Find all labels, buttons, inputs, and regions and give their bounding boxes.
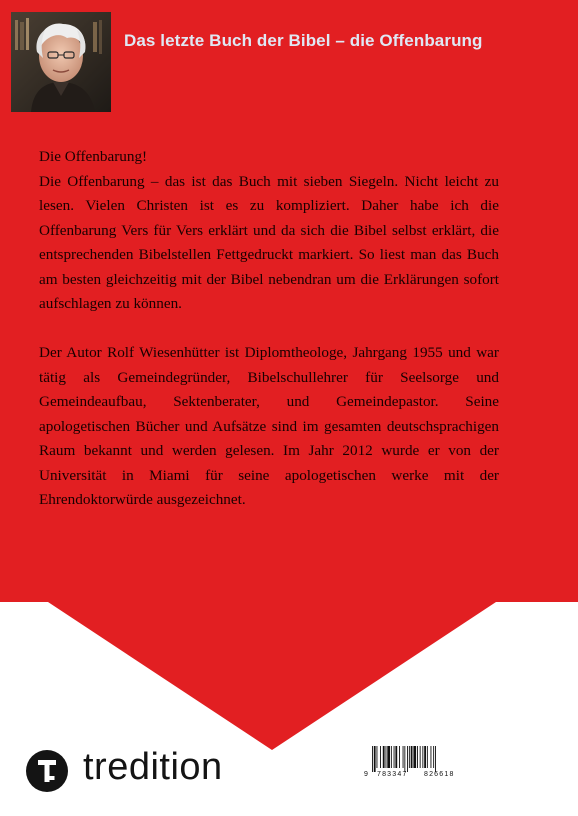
barcode-bar bbox=[403, 746, 404, 768]
barcode-digits bbox=[364, 771, 466, 781]
publisher-name: tredition bbox=[83, 746, 223, 788]
blurb-heading: Die Offenbarung! bbox=[39, 148, 148, 165]
blurb-paragraph: Die Offenbarung – das ist das Buch mit sieben Siegeln. Nicht leicht zu lesen. Vielen Christen ist es zu kompliziert. Daher habe ich die Offenbarung Vers für Vers erklärt und da sich die Bibel selbst erklärt, die entsprechenden Bibelstellen Fettgedruckt markiert. So liest man das Buch am besten gleichzeitig mit der Bibel nebendran um die Erklärungen sofort aufschlagen zu können. bbox=[39, 172, 499, 312]
barcode-group-left: 783347 bbox=[377, 771, 408, 778]
barcode-bar bbox=[395, 746, 397, 768]
paragraph-spacer bbox=[39, 317, 499, 342]
barcode-bar bbox=[404, 746, 405, 772]
barcode-bar bbox=[383, 746, 385, 768]
barcode-bar bbox=[424, 746, 426, 768]
tredition-logo-icon bbox=[26, 750, 68, 792]
author-photo bbox=[11, 12, 111, 112]
barcode-bar bbox=[435, 746, 436, 772]
barcode-group-right: 826618 bbox=[424, 771, 455, 778]
barcode-bar bbox=[380, 746, 381, 768]
barcode-bar bbox=[433, 746, 434, 768]
barcode-bar bbox=[427, 746, 428, 768]
publisher-logo bbox=[26, 748, 256, 794]
barcode-bar bbox=[431, 746, 432, 768]
barcode-bar bbox=[386, 746, 387, 768]
barcode-bar bbox=[372, 746, 373, 772]
barcode-bar bbox=[399, 746, 400, 768]
barcode-bar bbox=[417, 746, 418, 768]
back-cover-text bbox=[39, 145, 499, 513]
barcode-bar bbox=[394, 746, 395, 768]
barcode-bar bbox=[422, 746, 423, 768]
book-title: Das letzte Buch der Bibel – die Offenbarung bbox=[124, 31, 483, 50]
barcode-bar bbox=[413, 746, 416, 768]
author-bio-paragraph: Der Autor Rolf Wiesenhütter ist Diplomtheologe, Jahrgang 1955 und war tätig als Gemeindegründer, Bibelschullehrer für Seelsorge und Gemeindeaufbau, Sektenberater, und Gemeindepastor. Seine apologetischen Bücher und Aufsätze sind im gesamten deutschsprachigen Raum bekannt und werden gelesen. Im Jahr 2012 wurde er von der Universität in Miami für seine apologetischen werke mit der Ehrendoktorwürde ausgezeichnet. bbox=[39, 344, 499, 508]
isbn-barcode bbox=[364, 746, 466, 792]
barcode-bar bbox=[387, 746, 390, 768]
barcode-bar bbox=[420, 746, 421, 768]
barcode-bar bbox=[391, 746, 392, 768]
barcode-bar bbox=[411, 746, 413, 768]
barcode-bar bbox=[377, 746, 378, 768]
barcode-bar bbox=[407, 746, 408, 772]
barcode-bar bbox=[409, 746, 410, 768]
barcode-digit-first: 9 bbox=[364, 771, 368, 778]
barcode-bar bbox=[374, 746, 376, 772]
